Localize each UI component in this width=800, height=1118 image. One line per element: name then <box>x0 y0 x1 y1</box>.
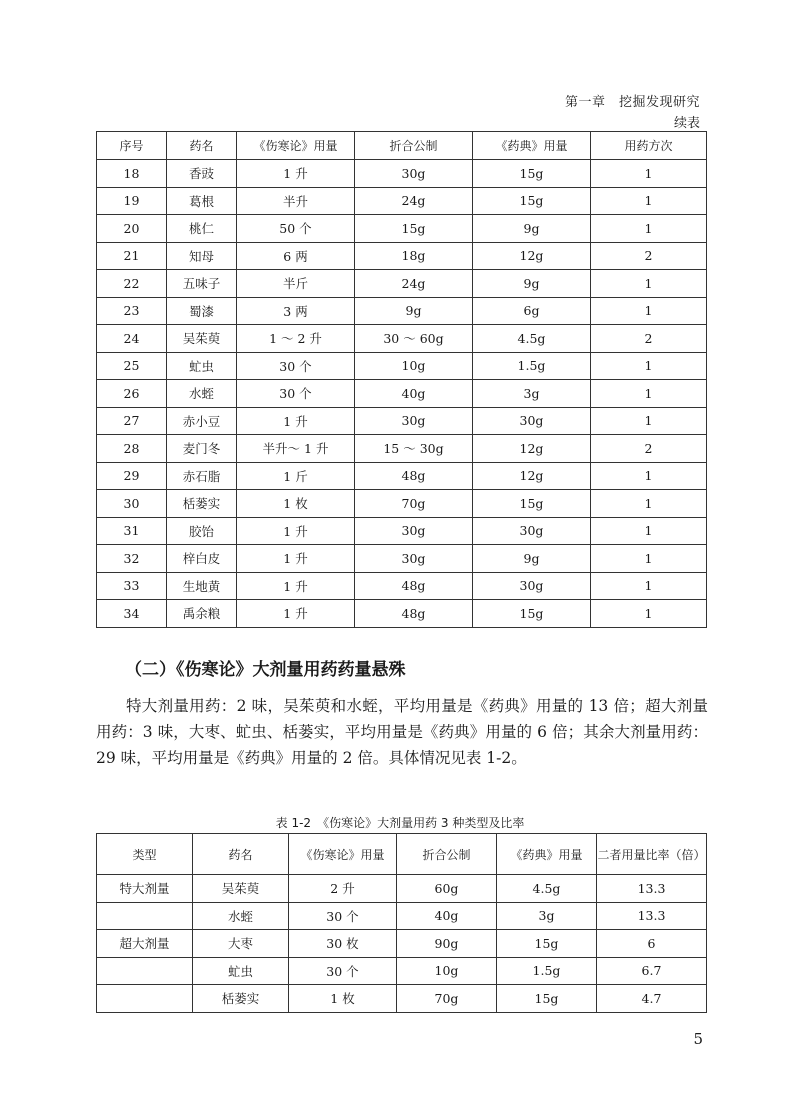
cell-shanghan-dose: 1 升 <box>237 160 355 188</box>
cell-type <box>97 957 193 985</box>
table-caption: 表 1-2 《伤寒论》大剂量用药 3 种类型及比率 <box>275 816 525 830</box>
cell-index: 25 <box>97 352 167 380</box>
table-row <box>97 242 707 270</box>
cell-index: 31 <box>97 517 167 545</box>
cell-index: 23 <box>97 297 167 325</box>
cell-usage-count: 1 <box>591 600 707 628</box>
cell-metric: 30g <box>355 545 473 573</box>
cell-pharmacopeia-dose: 15g <box>473 160 591 188</box>
cell-ratio: 6 <box>597 930 707 958</box>
cell-shanghan-dose: 2 升 <box>289 875 397 903</box>
table-row <box>97 215 707 243</box>
col-header-pharmacopeia-dose: 《药典》用量 <box>497 834 597 875</box>
col-header-herb: 药名 <box>167 132 237 160</box>
cell-shanghan-dose: 3 两 <box>237 297 355 325</box>
cell-usage-count: 1 <box>591 517 707 545</box>
cell-shanghan-dose: 1 升 <box>237 407 355 435</box>
cell-index: 26 <box>97 380 167 408</box>
cell-shanghan-dose: 半斤 <box>237 270 355 298</box>
cell-usage-count: 1 <box>591 380 707 408</box>
cell-type <box>97 985 193 1013</box>
table-row <box>97 297 707 325</box>
cell-metric: 60g <box>397 875 497 903</box>
table-row <box>97 572 707 600</box>
table-row <box>97 407 707 435</box>
table-row <box>97 600 707 628</box>
cell-herb: 禹余粮 <box>167 600 237 628</box>
cell-pharmacopeia-dose: 3g <box>497 902 597 930</box>
cell-metric: 40g <box>397 902 497 930</box>
cell-pharmacopeia-dose: 15g <box>497 985 597 1013</box>
cell-metric: 48g <box>355 572 473 600</box>
cell-ratio: 4.7 <box>597 985 707 1013</box>
cell-metric: 70g <box>355 490 473 518</box>
cell-index: 28 <box>97 435 167 463</box>
cell-usage-count: 1 <box>591 187 707 215</box>
cell-shanghan-dose: 1 枚 <box>289 985 397 1013</box>
cell-shanghan-dose: 半升 <box>237 187 355 215</box>
cell-pharmacopeia-dose: 15g <box>473 600 591 628</box>
col-header-ratio: 二者用量比率（倍） <box>597 834 707 875</box>
cell-herb: 香豉 <box>167 160 237 188</box>
table-row <box>97 270 707 298</box>
cell-usage-count: 1 <box>591 572 707 600</box>
cell-shanghan-dose: 30 个 <box>237 380 355 408</box>
cell-metric: 18g <box>355 242 473 270</box>
cell-index: 27 <box>97 407 167 435</box>
table-row <box>97 985 707 1013</box>
cell-index: 18 <box>97 160 167 188</box>
cell-shanghan-dose: 1 升 <box>237 572 355 600</box>
table-header-row <box>97 834 707 875</box>
cell-index: 20 <box>97 215 167 243</box>
cell-usage-count: 1 <box>591 462 707 490</box>
page-number: 5 <box>693 1030 703 1048</box>
col-header-herb: 药名 <box>193 834 289 875</box>
cell-shanghan-dose: 1 斤 <box>237 462 355 490</box>
cell-metric: 90g <box>397 930 497 958</box>
table-row <box>97 380 707 408</box>
cell-metric: 10g <box>397 957 497 985</box>
cell-herb: 葛根 <box>167 187 237 215</box>
cell-pharmacopeia-dose: 30g <box>473 572 591 600</box>
table-row <box>97 875 707 903</box>
cell-index: 30 <box>97 490 167 518</box>
cell-herb: 水蛭 <box>193 902 289 930</box>
cell-metric: 70g <box>397 985 497 1013</box>
cell-herb: 梓白皮 <box>167 545 237 573</box>
cell-usage-count: 1 <box>591 545 707 573</box>
section-heading: （二）《伤寒论》大剂量用药药量悬殊 <box>125 660 406 680</box>
col-header-type: 类型 <box>97 834 193 875</box>
cell-index: 19 <box>97 187 167 215</box>
table-header-row <box>97 132 707 160</box>
cell-shanghan-dose: 6 两 <box>237 242 355 270</box>
large-dose-table <box>96 833 707 1013</box>
chapter-header: 第一章 挖掘发现研究 <box>564 95 700 110</box>
cell-index: 24 <box>97 325 167 353</box>
cell-herb: 虻虫 <box>193 957 289 985</box>
cell-shanghan-dose: 30 枚 <box>289 930 397 958</box>
cell-pharmacopeia-dose: 1.5g <box>497 957 597 985</box>
cell-usage-count: 1 <box>591 270 707 298</box>
cell-pharmacopeia-dose: 30g <box>473 407 591 435</box>
cell-index: 33 <box>97 572 167 600</box>
cell-shanghan-dose: 1 升 <box>237 517 355 545</box>
cell-index: 32 <box>97 545 167 573</box>
dosage-table-continued <box>96 131 707 628</box>
cell-shanghan-dose: 1 枚 <box>237 490 355 518</box>
cell-pharmacopeia-dose: 12g <box>473 242 591 270</box>
cell-metric: 30g <box>355 517 473 545</box>
cell-herb: 大枣 <box>193 930 289 958</box>
cell-pharmacopeia-dose: 3g <box>473 380 591 408</box>
cell-shanghan-dose: 30 个 <box>289 902 397 930</box>
cell-pharmacopeia-dose: 12g <box>473 462 591 490</box>
table-row <box>97 187 707 215</box>
table-row <box>97 462 707 490</box>
table-row <box>97 352 707 380</box>
cell-herb: 五味子 <box>167 270 237 298</box>
cell-herb: 水蛭 <box>167 380 237 408</box>
cell-shanghan-dose: 30 个 <box>237 352 355 380</box>
cell-index: 34 <box>97 600 167 628</box>
cell-pharmacopeia-dose: 9g <box>473 270 591 298</box>
cell-herb: 麦门冬 <box>167 435 237 463</box>
cell-pharmacopeia-dose: 15g <box>497 930 597 958</box>
cell-metric: 30g <box>355 407 473 435</box>
table-row <box>97 325 707 353</box>
table-row <box>97 435 707 463</box>
cell-shanghan-dose: 1 升 <box>237 600 355 628</box>
cell-herb: 栝蒌实 <box>193 985 289 1013</box>
cell-usage-count: 1 <box>591 297 707 325</box>
cell-herb: 蜀漆 <box>167 297 237 325</box>
cell-metric: 15g <box>355 215 473 243</box>
cell-metric: 48g <box>355 462 473 490</box>
cell-pharmacopeia-dose: 9g <box>473 545 591 573</box>
cell-type: 超大剂量 <box>97 930 193 958</box>
cell-type: 特大剂量 <box>97 875 193 903</box>
cell-type <box>97 902 193 930</box>
cell-index: 21 <box>97 242 167 270</box>
col-header-metric: 折合公制 <box>355 132 473 160</box>
cell-usage-count: 1 <box>591 352 707 380</box>
cell-herb: 胶饴 <box>167 517 237 545</box>
cell-usage-count: 2 <box>591 435 707 463</box>
cell-herb: 吴茱萸 <box>167 325 237 353</box>
cell-ratio: 13.3 <box>597 875 707 903</box>
cell-metric: 40g <box>355 380 473 408</box>
col-header-pharmacopeia-dose: 《药典》用量 <box>473 132 591 160</box>
cell-pharmacopeia-dose: 12g <box>473 435 591 463</box>
cell-pharmacopeia-dose: 1.5g <box>473 352 591 380</box>
cell-index: 29 <box>97 462 167 490</box>
cell-pharmacopeia-dose: 6g <box>473 297 591 325</box>
table-row <box>97 930 707 958</box>
cell-shanghan-dose: 1 升 <box>237 545 355 573</box>
cell-pharmacopeia-dose: 15g <box>473 187 591 215</box>
cell-ratio: 13.3 <box>597 902 707 930</box>
section-paragraph: 特大剂量用药：2 味，吴茱萸和水蛭，平均用量是《药典》用量的 13 倍；超大剂量用药：3 味，大枣、虻虫、栝蒌实，平均用量是《药典》用量的 6 倍；其余大剂量用药：29 味，平均用量是《药典》用量的 2 倍。具体情况见表 1-2。 <box>96 697 708 767</box>
cell-metric: 9g <box>355 297 473 325</box>
cell-herb: 知母 <box>167 242 237 270</box>
table-row <box>97 490 707 518</box>
col-header-shanghan-dose: 《伤寒论》用量 <box>289 834 397 875</box>
cell-index: 22 <box>97 270 167 298</box>
col-header-shanghan-dose: 《伤寒论》用量 <box>237 132 355 160</box>
cell-metric: 15 ～ 30g <box>355 435 473 463</box>
cell-usage-count: 1 <box>591 160 707 188</box>
table-row <box>97 957 707 985</box>
cell-metric: 48g <box>355 600 473 628</box>
cell-pharmacopeia-dose: 4.5g <box>497 875 597 903</box>
cell-metric: 30 ～ 60g <box>355 325 473 353</box>
cell-metric: 10g <box>355 352 473 380</box>
cell-herb: 赤小豆 <box>167 407 237 435</box>
cell-ratio: 6.7 <box>597 957 707 985</box>
cell-usage-count: 1 <box>591 490 707 518</box>
cell-shanghan-dose: 50 个 <box>237 215 355 243</box>
cell-metric: 24g <box>355 270 473 298</box>
cell-shanghan-dose: 半升～ 1 升 <box>237 435 355 463</box>
cell-shanghan-dose: 30 个 <box>289 957 397 985</box>
table-row <box>97 545 707 573</box>
cell-pharmacopeia-dose: 4.5g <box>473 325 591 353</box>
continued-label: 续表 <box>673 116 700 131</box>
cell-usage-count: 1 <box>591 215 707 243</box>
cell-pharmacopeia-dose: 9g <box>473 215 591 243</box>
table-row <box>97 160 707 188</box>
col-header-index: 序号 <box>97 132 167 160</box>
cell-pharmacopeia-dose: 15g <box>473 490 591 518</box>
col-header-usage-count: 用药方次 <box>591 132 707 160</box>
cell-usage-count: 1 <box>591 407 707 435</box>
cell-shanghan-dose: 1 ～ 2 升 <box>237 325 355 353</box>
table-row <box>97 517 707 545</box>
cell-herb: 赤石脂 <box>167 462 237 490</box>
table-row <box>97 902 707 930</box>
cell-herb: 生地黄 <box>167 572 237 600</box>
cell-metric: 30g <box>355 160 473 188</box>
col-header-metric: 折合公制 <box>397 834 497 875</box>
cell-herb: 吴茱萸 <box>193 875 289 903</box>
cell-metric: 24g <box>355 187 473 215</box>
cell-herb: 虻虫 <box>167 352 237 380</box>
cell-pharmacopeia-dose: 30g <box>473 517 591 545</box>
cell-usage-count: 2 <box>591 325 707 353</box>
cell-herb: 桃仁 <box>167 215 237 243</box>
cell-herb: 栝蒌实 <box>167 490 237 518</box>
cell-usage-count: 2 <box>591 242 707 270</box>
